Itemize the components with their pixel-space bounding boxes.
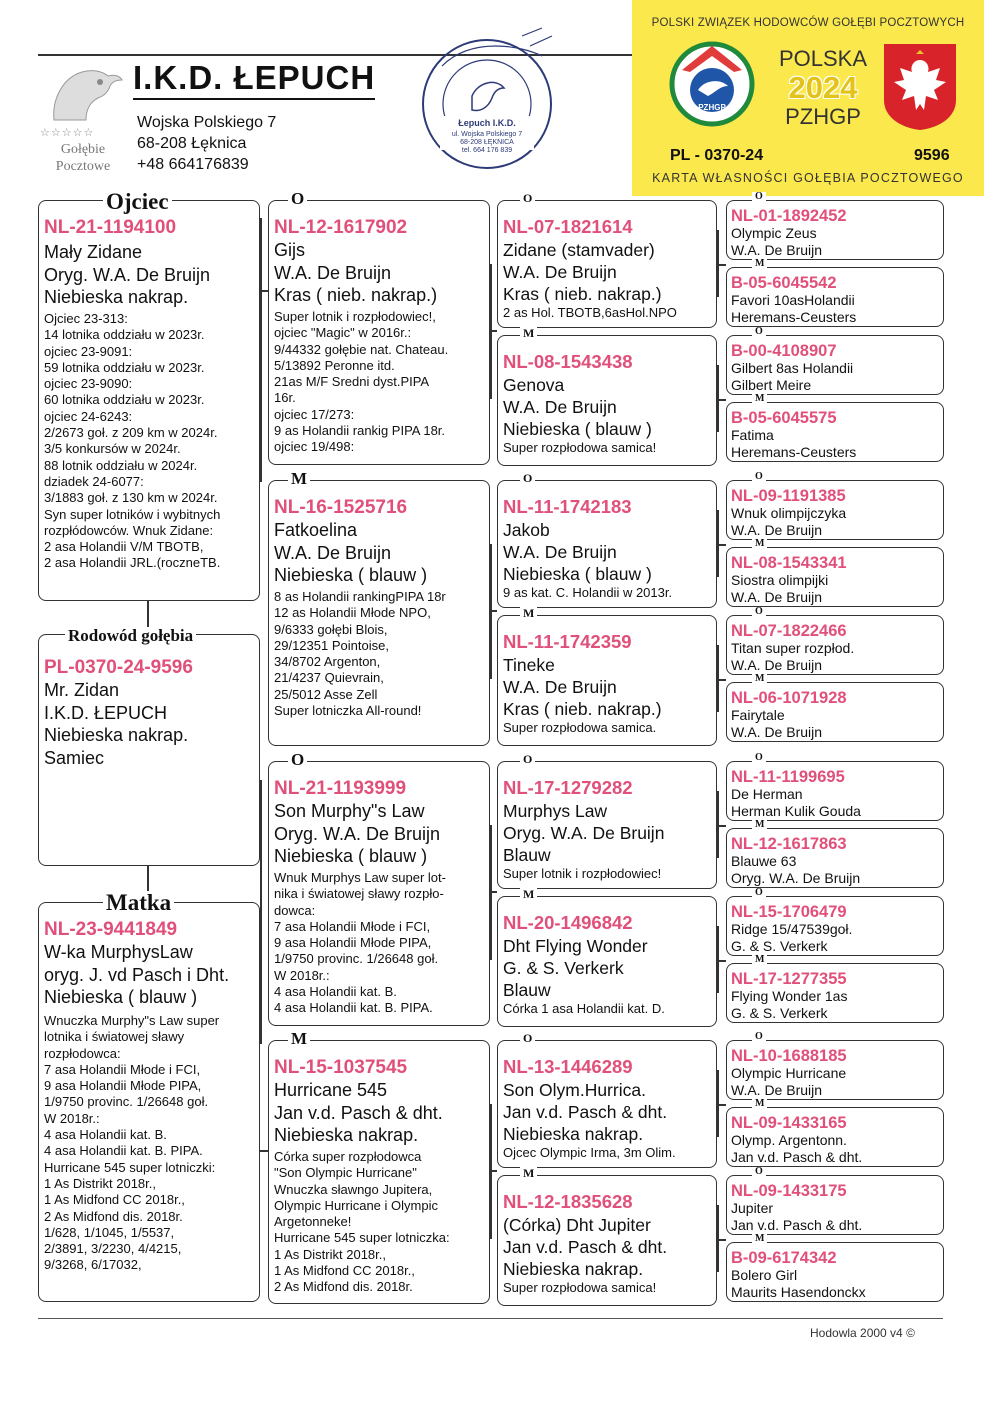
grandparent-breeder: W.A. De Bruijn bbox=[274, 262, 392, 283]
ggg-name: Flying Wonder 1as bbox=[731, 988, 848, 1004]
great-grandparent-ring: NL-08-1543438 bbox=[503, 351, 633, 372]
grandparent-details bbox=[274, 519, 427, 587]
mother-origin: oryg. J. vd Pasch i Dht. bbox=[44, 964, 230, 985]
logo-text-line: Pocztowe bbox=[55, 159, 111, 174]
grandparent-details bbox=[274, 1079, 443, 1147]
great-grandparent-color: Niebieska nakrap. bbox=[503, 1124, 644, 1144]
ggg-name: Ridge 15/47539goł. bbox=[731, 921, 853, 937]
grandparent-details bbox=[274, 239, 437, 307]
stamp-seal-icon bbox=[412, 26, 562, 176]
great-grandparent-name: Jakob bbox=[503, 520, 550, 540]
ggg-ring: NL-09-1433175 bbox=[731, 1182, 847, 1200]
ggg-name: Bolero Girl bbox=[731, 1267, 798, 1283]
connector-line bbox=[717, 510, 719, 577]
great-grandparent-color: Niebieska ( blauw ) bbox=[503, 419, 652, 439]
ggg-breeder: W.A. De Bruijn bbox=[731, 657, 823, 673]
grandparent-breeder: W.A. De Bruijn bbox=[274, 542, 392, 563]
ggg-ring: NL-11-1199695 bbox=[731, 768, 845, 786]
father-box bbox=[38, 200, 260, 601]
connector-line bbox=[490, 825, 492, 960]
ggg-ring: NL-08-1543341 bbox=[731, 554, 847, 572]
ggg-breeder: Oryg. W.A. De Bruijn bbox=[731, 870, 861, 886]
father-origin: Oryg. W.A. De Bruijn bbox=[44, 264, 211, 285]
mother-ring: NL-23-9441849 bbox=[44, 919, 178, 940]
ggg-box bbox=[726, 480, 944, 540]
grandparent-box bbox=[268, 1040, 490, 1304]
great-grandparent-notes: Ojcec Olympic Irma, 3m Olim. bbox=[503, 1145, 676, 1160]
great-grandparent-details bbox=[503, 519, 652, 585]
ggg-box bbox=[726, 761, 944, 821]
card-ring: PL - 0370-24 bbox=[670, 147, 764, 164]
address-line: +48 664176839 bbox=[137, 156, 249, 173]
ggg-ring: NL-10-1688185 bbox=[731, 1047, 847, 1065]
connector-line bbox=[490, 1104, 492, 1239]
father-name: Mały Zidane bbox=[44, 242, 143, 262]
pigeon-head-icon bbox=[46, 62, 124, 124]
grandparent-name: Son Murphy"s Law bbox=[274, 801, 425, 821]
ggg-breeder: Gilbert Meire bbox=[731, 377, 812, 393]
ggg-box bbox=[726, 963, 944, 1023]
great-grandparent-name: (Córka) Dht Jupiter bbox=[503, 1215, 651, 1235]
father-color: Niebieska nakrap. bbox=[44, 287, 189, 307]
ggg-ring: NL-17-1277355 bbox=[731, 970, 847, 988]
ggg-name: Olympic Zeus bbox=[731, 225, 817, 241]
great-grandparent-box bbox=[497, 1040, 717, 1168]
ggg-name: Jupiter bbox=[731, 1200, 774, 1216]
great-grandparent-ring: NL-12-1835628 bbox=[503, 1191, 633, 1212]
grandparent-box bbox=[268, 761, 490, 1026]
great-grandparent-box bbox=[497, 761, 717, 889]
connector-line bbox=[490, 544, 492, 679]
great-grandparent-ring: NL-07-1821614 bbox=[503, 216, 633, 237]
sire-marker: O bbox=[520, 1032, 535, 1044]
ggg-ring: B-09-6174342 bbox=[731, 1249, 837, 1267]
ggg-box bbox=[726, 615, 944, 675]
ggg-box bbox=[726, 1242, 944, 1302]
sire-marker: O bbox=[752, 1167, 766, 1177]
sire-marker: O bbox=[752, 192, 766, 202]
pedigree-label: Rodowód gołębia bbox=[65, 627, 196, 644]
ggg-box bbox=[726, 335, 944, 395]
breeder-title: I.K.D. ŁEPUCH bbox=[133, 60, 375, 100]
ggg-name: Titan super rozpłod. bbox=[731, 640, 855, 656]
sire-marker: O bbox=[752, 472, 766, 482]
great-grandparent-details bbox=[503, 935, 648, 1001]
grandparent-box bbox=[268, 200, 490, 465]
father-label: Ojciec bbox=[103, 190, 172, 213]
ggg-breeder: W.A. De Bruijn bbox=[731, 522, 823, 538]
mother-notes: Wnuczka Murphy"s Law super lotnika i światowej sławy rozpłodowca: 7 asa Holandii Młode i FCI, 9 asa Holandii Młode PIPA, 1/9750 provinc. 1/26648 goł. W 2018r.: 4 asa Holandii kat. B. 4 asa Holandii kat. B. PIPA. Hurricane 545 super lotniczki: 1 As Distrikt 2018r., 1 As Midfond CC 2018r., 2 As Midfond dis. 2018r. 1/628, 1/1045, 1/5537, 2/3891, 3/2230, 4/4215, 9/3268, 6/17032, bbox=[44, 1013, 220, 1273]
ggg-name: Siostra olimpijki bbox=[731, 572, 829, 588]
address-line: Wojska Polskiego 7 bbox=[137, 114, 277, 131]
great-grandparent-notes: Córka 1 asa Holandii kat. D. bbox=[503, 1001, 665, 1016]
ggg-breeder: Heremans-Ceusters bbox=[731, 444, 857, 460]
great-grandparent-notes: Super lotnik i rozpłodowiec! bbox=[503, 866, 662, 881]
sire-marker: O bbox=[520, 472, 535, 484]
grandparent-notes: Córka super rozpłodowca "Son Olympic Hurricane" Wnuczka sławngo Jupitera, Olympic Hurricane i Olympic Argetonneke! Hurricane 545 super lotniczka: 1 As Distrikt 2018r., 1 As Midfond CC 2018r., 2 As Midfond dis. 2018r. bbox=[274, 1149, 450, 1295]
ggg-box bbox=[726, 547, 944, 607]
dam-marker: M bbox=[288, 1030, 310, 1047]
dam-marker: M bbox=[752, 1234, 767, 1244]
dam-marker: M bbox=[520, 327, 537, 339]
dam-marker: M bbox=[752, 955, 767, 965]
ggg-ring: NL-07-1822466 bbox=[731, 622, 847, 640]
grandparent-box bbox=[268, 480, 490, 746]
breeder-address bbox=[137, 112, 276, 175]
great-grandparent-box bbox=[497, 335, 717, 466]
polish-eagle-icon bbox=[880, 40, 960, 132]
footer-rule bbox=[38, 1318, 943, 1319]
grandparent-color: Niebieska ( blauw ) bbox=[274, 565, 428, 585]
great-grandparent-breeder: W.A. De Bruijn bbox=[503, 397, 617, 417]
great-grandparent-notes: Super rozpłodowa samica! bbox=[503, 440, 657, 455]
ggg-name: Blauwe 63 bbox=[731, 853, 797, 869]
great-grandparent-name: Murphys Law bbox=[503, 801, 608, 821]
grandparent-ring: NL-15-1037545 bbox=[274, 1057, 408, 1078]
dam-marker: M bbox=[752, 820, 767, 830]
great-grandparent-name: Genova bbox=[503, 375, 565, 395]
great-grandparent-details bbox=[503, 1079, 667, 1145]
great-grandparent-breeder: Jan v.d. Pasch & dht. bbox=[503, 1102, 668, 1122]
grandparent-name: Fatkoelina bbox=[274, 520, 358, 540]
ggg-breeder: W.A. De Bruijn bbox=[731, 1082, 823, 1098]
sire-marker: O bbox=[752, 1032, 766, 1042]
ggg-ring: NL-15-1706479 bbox=[731, 903, 847, 921]
ggg-name: Fairytale bbox=[731, 707, 785, 723]
sire-marker: O bbox=[752, 327, 766, 337]
ggg-breeder: Herman Kulik Gouda bbox=[731, 803, 861, 819]
svg-text:Łepuch I.K.D.: Łepuch I.K.D. bbox=[458, 118, 516, 128]
svg-text:68-208 ŁĘKNICA: 68-208 ŁĘKNICA bbox=[460, 139, 514, 146]
subject-breeder: I.K.D. ŁEPUCH bbox=[44, 702, 168, 723]
sire-marker: O bbox=[520, 753, 535, 765]
grandparent-ring: NL-16-1525716 bbox=[274, 497, 408, 518]
card-year: 2024 bbox=[788, 70, 858, 105]
sire-marker: O bbox=[752, 888, 766, 898]
mother-name: W-ka MurphysLaw bbox=[44, 942, 193, 962]
father-details bbox=[44, 241, 210, 309]
ggg-ring: NL-12-1617863 bbox=[731, 835, 847, 853]
connector-line bbox=[717, 926, 719, 993]
grandparent-name: Hurricane 545 bbox=[274, 1080, 388, 1100]
breeder-logo bbox=[38, 62, 126, 180]
subject-ring: PL-0370-24-9596 bbox=[44, 657, 193, 678]
ggg-breeder: Maurits Hasendonckx bbox=[731, 1284, 866, 1300]
great-grandparent-name: Dht Flying Wonder bbox=[503, 936, 648, 956]
ggg-box bbox=[726, 402, 944, 462]
great-grandparent-notes: 2 as Hol. TBOTB,6asHol.NPO bbox=[503, 305, 677, 320]
ggg-breeder: G. & S. Verkerk bbox=[731, 1005, 828, 1021]
grandparent-notes: 8 as Holandii rankingPIPA 18r 12 as Holandii Młode NPO, 9/6333 gołębi Blois, 29/12351 Pointoise, 34/8702 Argenton, 21/4237 Quievrain, 25/5012 Asse Zell Super lotniczka All-round! bbox=[274, 589, 446, 719]
great-grandparent-notes: Super rozpłodowa samica! bbox=[503, 1280, 657, 1295]
connector-line bbox=[147, 866, 149, 892]
subject-color: Niebieska nakrap. bbox=[44, 725, 189, 745]
great-grandparent-notes: 9 as kat. C. Holandii w 2013r. bbox=[503, 585, 673, 600]
dam-marker: M bbox=[520, 1167, 537, 1179]
great-grandparent-box bbox=[497, 1175, 717, 1306]
great-grandparent-details bbox=[503, 654, 662, 720]
ggg-ring: B-05-6045542 bbox=[731, 274, 837, 292]
great-grandparent-breeder: Oryg. W.A. De Bruijn bbox=[503, 823, 665, 843]
subject-sex: Samiec bbox=[44, 747, 105, 768]
ggg-breeder: W.A. De Bruijn bbox=[731, 724, 823, 740]
card-country: POLSKA bbox=[778, 46, 868, 71]
mother-details bbox=[44, 941, 229, 1009]
grandparent-ring: NL-12-1617902 bbox=[274, 217, 408, 238]
great-grandparent-breeder: Jan v.d. Pasch & dht. bbox=[503, 1237, 668, 1257]
dam-marker: M bbox=[288, 470, 310, 487]
ggg-box bbox=[726, 200, 944, 260]
sire-marker: O bbox=[520, 192, 535, 204]
great-grandparent-name: Zidane (stamvader) bbox=[503, 240, 655, 260]
card-ownership: KARTA WŁASNOŚCI GOŁĘBIA POCZTOWEGO bbox=[652, 171, 964, 185]
ggg-breeder: Heremans-Ceusters bbox=[731, 309, 857, 325]
great-grandparent-color: Kras ( nieb. nakrap.) bbox=[503, 284, 662, 304]
grandparent-notes: Wnuk Murphys Law super lot- nika i światowej sławy rozpło- dowca: 7 asa Holandii Młode i FCI, 9 asa Holandii Młode PIPA, 1/9750 provinc. 1/26648 goł. W 2018r.: 4 asa Holandii kat. B. 4 asa Holandii kat. B. PIPA. bbox=[274, 870, 446, 1016]
grandparent-breeder: Jan v.d. Pasch & dht. bbox=[274, 1102, 443, 1123]
connector-line bbox=[717, 1070, 719, 1137]
subject-details bbox=[44, 679, 188, 769]
ggg-name: Olympic Hurricane bbox=[731, 1065, 847, 1081]
connector-line bbox=[260, 780, 262, 1044]
great-grandparent-color: Blauw bbox=[503, 980, 551, 1000]
ggg-ring: NL-09-1433165 bbox=[731, 1114, 847, 1132]
dam-marker: M bbox=[752, 1099, 767, 1109]
address-line: 68-208 Łęknica bbox=[137, 135, 247, 152]
connector-line bbox=[717, 791, 719, 858]
grandparent-ring: NL-21-1193999 bbox=[274, 778, 407, 799]
connector-line bbox=[260, 218, 262, 482]
great-grandparent-color: Niebieska ( blauw ) bbox=[503, 564, 652, 584]
subject-name: Mr. Zidan bbox=[44, 680, 120, 700]
ggg-ring: NL-01-1892452 bbox=[731, 207, 847, 225]
great-grandparent-ring: NL-13-1446289 bbox=[503, 1056, 633, 1077]
great-grandparent-color: Blauw bbox=[503, 845, 551, 865]
grandparent-breeder: Oryg. W.A. De Bruijn bbox=[274, 823, 441, 844]
ggg-name: Fatima bbox=[731, 427, 774, 443]
ggg-name: Wnuk olimpijczyka bbox=[731, 505, 847, 521]
connector-line bbox=[490, 264, 492, 399]
sire-marker: O bbox=[752, 607, 766, 617]
great-grandparent-ring: NL-11-1742183 bbox=[503, 496, 632, 517]
ggg-box bbox=[726, 267, 944, 327]
great-grandparent-color: Kras ( nieb. nakrap.) bbox=[503, 699, 662, 719]
ggg-breeder: Jan v.d. Pasch & dht. bbox=[731, 1149, 863, 1165]
ggg-ring: B-00-4108907 bbox=[731, 342, 837, 360]
dam-marker: M bbox=[520, 607, 537, 619]
ggg-name: Favori 10asHolandii bbox=[731, 292, 855, 308]
dam-marker: M bbox=[520, 888, 537, 900]
ownership-card bbox=[632, 0, 984, 196]
ggg-breeder: Jan v.d. Pasch & dht. bbox=[731, 1217, 863, 1233]
breeder-stamp bbox=[412, 26, 562, 176]
badge-text: PZHGP bbox=[698, 103, 726, 112]
ggg-breeder: W.A. De Bruijn bbox=[731, 242, 823, 258]
ggg-box bbox=[726, 1107, 944, 1167]
logo-text-line: Gołębie bbox=[60, 142, 106, 157]
ggg-name: Gilbert 8as Holandii bbox=[731, 360, 854, 376]
ggg-ring: B-05-6045575 bbox=[731, 409, 837, 427]
great-grandparent-details bbox=[503, 800, 664, 866]
subject-box bbox=[38, 634, 260, 866]
svg-text:ul. Wojska Polskiego 7: ul. Wojska Polskiego 7 bbox=[451, 131, 523, 138]
great-grandparent-box bbox=[497, 200, 717, 328]
svg-text:tel. 664 176 839: tel. 664 176 839 bbox=[461, 147, 513, 154]
grandparent-color: Kras ( nieb. nakrap.) bbox=[274, 285, 438, 305]
card-number: 9596 bbox=[914, 147, 950, 164]
great-grandparent-details bbox=[503, 1214, 667, 1280]
grandparent-name: Gijs bbox=[274, 240, 305, 260]
ggg-name: Olymp. Argentonn. bbox=[731, 1132, 847, 1148]
great-grandparent-box bbox=[497, 896, 717, 1027]
great-grandparent-ring: NL-20-1496842 bbox=[503, 912, 633, 933]
great-grandparent-details bbox=[503, 374, 652, 440]
dam-marker: M bbox=[752, 394, 767, 404]
great-grandparent-color: Niebieska nakrap. bbox=[503, 1259, 644, 1279]
ggg-ring: NL-09-1191385 bbox=[731, 487, 846, 505]
sire-marker: O bbox=[288, 751, 307, 768]
great-grandparent-name: Tineke bbox=[503, 655, 555, 675]
dam-marker: M bbox=[752, 674, 767, 684]
ggg-name: De Herman bbox=[731, 786, 803, 802]
ggg-ring: NL-06-1071928 bbox=[731, 689, 847, 707]
grandparent-color: Niebieska nakrap. bbox=[274, 1125, 419, 1145]
great-grandparent-breeder: W.A. De Bruijn bbox=[503, 542, 617, 562]
grandparent-details bbox=[274, 800, 440, 868]
connector-line bbox=[717, 645, 719, 712]
father-notes: Ojciec 23-313: 14 lotnika oddziału w 2023r. ojciec 23-9091: 59 lotnika oddziału w 2023r. ojciec 23-9090: 60 lotnika oddziału w 2023r. ojciec 24-6243: 2/2673 goł. z 209 km w 2024r. 3/5 konkursów w 2024r. 88 lotnik oddziału w 2024r. dziadek 24-6077: 3/1883 goł. z 130 km w 2024r. Syn super lotników i wybitnych rozpłódowców. Wnuk Zidane: 2 asa Holandii V/M TBOTB, 2 asa Holandii JRL.(roczneTB. bbox=[44, 311, 221, 571]
ggg-box bbox=[726, 1175, 944, 1235]
ggg-breeder: W.A. De Bruijn bbox=[731, 589, 823, 605]
sire-marker: O bbox=[288, 190, 307, 207]
card-federation: POLSKI ZWIĄZEK HODOWCÓW GOŁĘBI POCZTOWYCH bbox=[651, 17, 965, 29]
great-grandparent-ring: NL-11-1742359 bbox=[503, 631, 632, 652]
great-grandparent-breeder: W.A. De Bruijn bbox=[503, 677, 617, 697]
dam-marker: M bbox=[752, 539, 767, 549]
connector-line bbox=[717, 365, 719, 432]
great-grandparent-box bbox=[497, 615, 717, 746]
ggg-breeder: G. & S. Verkerk bbox=[731, 938, 828, 954]
ggg-box bbox=[726, 682, 944, 742]
grandparent-color: Niebieska ( blauw ) bbox=[274, 846, 428, 866]
ggg-box bbox=[726, 1040, 944, 1100]
mother-label: Matka bbox=[103, 891, 174, 914]
great-grandparent-notes: Super rozpłodowa samica. bbox=[503, 720, 657, 735]
great-grandparent-breeder: G. & S. Verkerk bbox=[503, 958, 624, 978]
great-grandparent-name: Son Olym.Hurrica. bbox=[503, 1080, 646, 1100]
father-ring: NL-21-1194100 bbox=[44, 217, 177, 238]
sire-marker: O bbox=[752, 753, 766, 763]
dam-marker: M bbox=[752, 259, 767, 269]
great-grandparent-ring: NL-17-1279282 bbox=[503, 777, 633, 798]
connector-line bbox=[717, 1205, 719, 1272]
great-grandparent-box bbox=[497, 480, 717, 608]
ggg-box bbox=[726, 828, 944, 888]
connector-line bbox=[717, 230, 719, 297]
mother-box bbox=[38, 902, 260, 1302]
stars-icon: ☆☆☆☆☆ bbox=[40, 127, 95, 139]
ggg-box bbox=[726, 896, 944, 956]
pzhgp-emblem-icon bbox=[668, 40, 756, 128]
card-org: PZHGP bbox=[785, 104, 861, 129]
great-grandparent-breeder: W.A. De Bruijn bbox=[503, 262, 617, 282]
great-grandparent-details bbox=[503, 239, 662, 305]
footer-text: Hodowla 2000 v4 © bbox=[810, 1326, 915, 1340]
mother-color: Niebieska ( blauw ) bbox=[44, 987, 198, 1007]
grandparent-notes: Super lotnik i rozpłodowiec!, ojciec "Magic" w 2016r.: 9/44332 gołębie nat. Chateau. 5/13892 Peronne itd. 21as M/F Sredni dyst.PIPA 16r. ojciec 17/273: 9 as Holandii rankig PIPA 18r. ojciec 19/498: bbox=[274, 309, 449, 455]
